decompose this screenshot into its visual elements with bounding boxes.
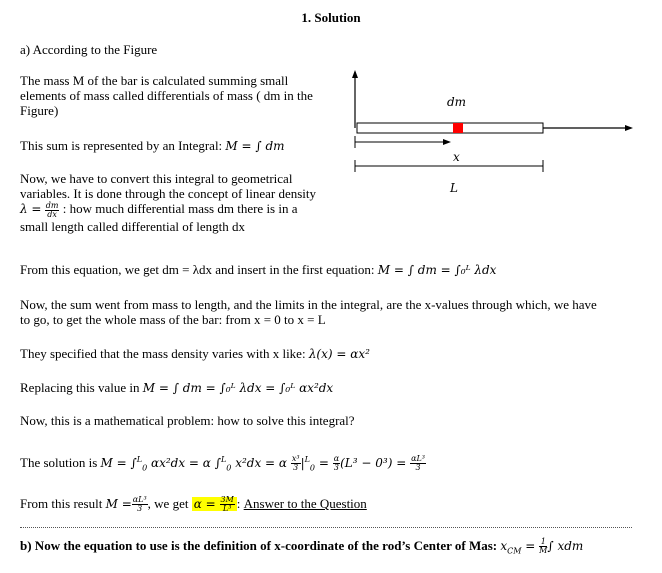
- paragraph-replacing: Replacing this value in M = ∫ dm = ∫₀ᴸ λdx = ∫₀ᴸ αx²dx: [20, 380, 334, 395]
- equation-center-of-mass: $x_{CM}$ = $\frac{1}{M}$ ∫ xdm: [500, 537, 584, 556]
- paragraph-result: From this result M = $\frac{\text{αL³}}{3}$ , we get α = $\frac{3M}{\text{L³}}$ : Answer to the Question: [20, 495, 367, 513]
- paragraph-from-equation: From this equation, we get dm = λdx and insert in the first equation: M = ∫ dm = ∫₀ᴸ λdx: [20, 262, 497, 277]
- bar: [357, 123, 543, 133]
- alpha-answer-highlight: α = $\frac{3M}{\text{L³}}$: [192, 497, 237, 511]
- equation-mass-integral: M = ∫ dm: [225, 139, 285, 153]
- paragraph-density-law: They specified that the mass density varies with x like: λ(x) = αx²: [20, 346, 370, 361]
- paragraph-integral: This sum is represented by an Integral: M = ∫ dm: [20, 138, 285, 153]
- equation-mass-lambda: M = ∫ dm = ∫₀ᴸ λdx: [377, 263, 497, 277]
- equation-replaced: M = ∫ dm = ∫₀ᴸ λdx = ∫₀ᴸ αx²dx: [142, 381, 334, 395]
- paragraph-density: Now, we have to convert this integral to geometrical variables. It is done through the concept of linear density λ = $\frac{dm}{dx}$ : how much differential mass dm there is in a small length called differential of length dx: [20, 171, 317, 234]
- horizontal-axis-arrowhead: [625, 125, 633, 131]
- lambda-fraction: $\frac{dm}{dx}$: [45, 200, 59, 219]
- equation-density-law: λ(x) = αx²: [308, 347, 370, 361]
- paragraph-math-problem: Now, this is a mathematical problem: how to solve this integral?: [20, 413, 355, 428]
- equation-solution: M = ∫$^L_0$ αx²dx = α ∫$^L_0$ x²dx = α $\frac{\text{x³}}{3}$ $|^L_0$ = $\frac{\alpha}{3}$ (L³ − 0³) = $\frac{\text{αL³}}{3}$: [100, 454, 425, 473]
- part-a-heading: a) According to the Figure: [20, 42, 158, 57]
- L-label: L: [450, 181, 458, 195]
- answer-link[interactable]: Answer to the Question: [243, 496, 367, 511]
- paragraph-mass: The mass M of the bar is calculated summing small elements of mass called differentials of mass ( dm in the Figure): [20, 73, 313, 118]
- x-label: x: [453, 150, 460, 164]
- paragraph-solution: The solution is M = ∫$^L_0$ αx²dx = α ∫$^L_0$ x²dx = α $\frac{\text{x³}}{3}$ $|^L_0$ = $\frac{\alpha}{3}$ (L³ − 0³) = $\frac{\text{αL³}}{3}$: [20, 454, 425, 473]
- page-title: 1. Solution: [301, 10, 361, 25]
- paragraph-limits: Now, the sum went from mass to length, and the limits in the integral, are the x-values through which, we have to go, to get the whole mass of the bar: from x = 0 to x = L: [20, 297, 597, 327]
- vertical-axis-arrowhead: [352, 70, 358, 78]
- dm-label: dm: [447, 95, 467, 109]
- equation-result: M = $\frac{\text{αL³}}{3}$: [105, 495, 147, 513]
- bar-figure: [345, 70, 645, 200]
- section-divider: [20, 527, 632, 528]
- part-b-heading: b) Now the equation to use is the definition of x-coordinate of the rod’s Center of Mas: $x_{CM}$ = $\frac{1}{M}$ ∫ xdm: [20, 537, 584, 556]
- x-dimension-arrowhead: [443, 139, 451, 145]
- mass-element: [453, 123, 463, 133]
